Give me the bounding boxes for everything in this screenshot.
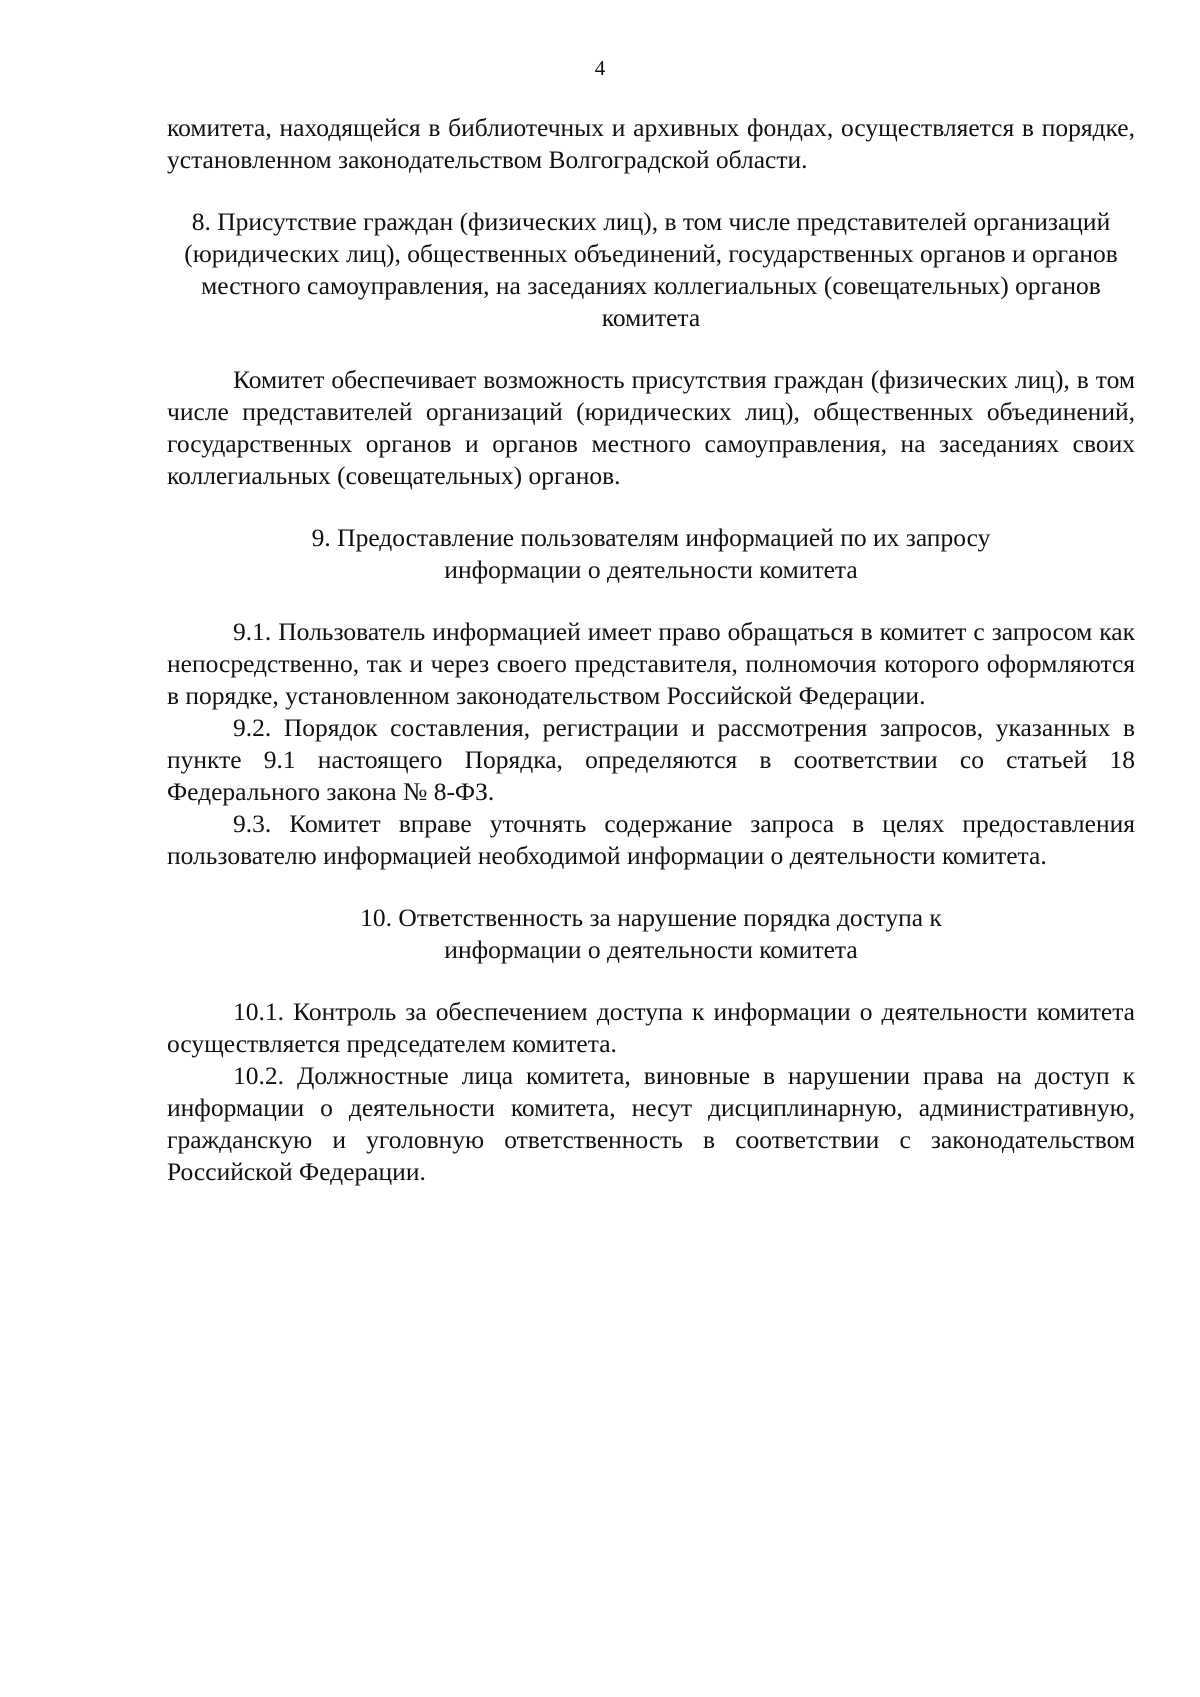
section-9 (167, 522, 1135, 872)
section-8 (167, 206, 1135, 492)
section-10-heading: 10. Ответственность за нарушение порядка доступа к информации о деятельности комитета (360, 903, 942, 964)
section-9-2-paragraph: 9.2. Порядок составления, регистрации и рассмотрения запросов, указанных в пункте 9.1 настоящего Порядка, определяются в соответствии со статьей 18 Федерального закона № 8-ФЗ. (167, 713, 1135, 806)
section-10-2-paragraph: 10.2. Должностные лица комитета, виновные в нарушении права на доступ к информации о деятельности комитета, несут дисциплинарную, административную, гражданскую и уголовную ответственность в соответствии с законодательством Российской Федерации. (167, 1061, 1135, 1186)
intro-paragraph: комитета, находящейся в библиотечных и архивных фондах, осуществляется в порядке, установленном законодательством Волгоградской области. (167, 113, 1135, 174)
section-9-1-paragraph: 9.1. Пользователь информацией имеет право обращаться в комитет с запросом как непосредственно, так и через своего представителя, полномочия которого оформляются в порядке, установленном законодательством Российской Федерации. (167, 617, 1135, 710)
document-body (167, 112, 1135, 1188)
section-8-heading: 8. Присутствие граждан (физических лиц), в том числе представителей организаций (юридических лиц), общественных объединений, государственных органов и органов местного самоуправления, на заседаниях коллегиальных (совещательных) органов комитета (184, 207, 1118, 332)
section-10 (167, 902, 1135, 1188)
section-10-1-paragraph: 10.1. Контроль за обеспечением доступа к информации о деятельности комитета осуществляется председателем комитета. (167, 997, 1135, 1058)
section-8-paragraph: Комитет обеспечивает возможность присутствия граждан (физических лиц), в том числе представителей организаций (юридических лиц), общественных объединений, государственных органов и органов местного самоуправления, на заседаниях своих коллегиальных (совещательных) органов. (167, 365, 1135, 490)
page-number: 4 (594, 56, 606, 80)
section-9-heading: 9. Предоставление пользователям информацией по их запросу информации о деятельности комитета (311, 523, 991, 584)
section-9-3-paragraph: 9.3. Комитет вправе уточнять содержание запроса в целях предоставления пользователю информацией необходимой информации о деятельности комитета. (167, 809, 1135, 870)
